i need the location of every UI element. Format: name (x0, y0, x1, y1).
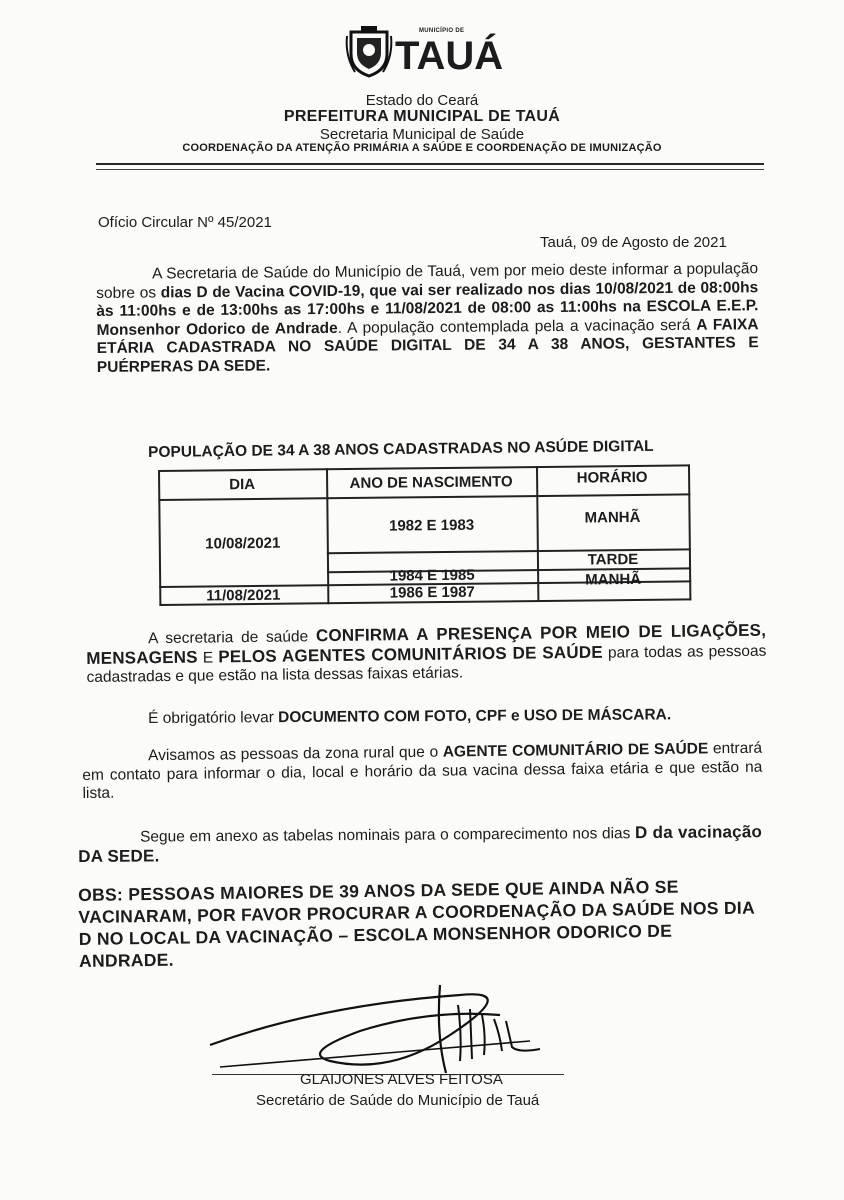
schedule-table (158, 464, 691, 606)
table-cell-horario-1a: MANHÃ (584, 508, 641, 527)
rural-text-1: Avisamos as pessoas da zona rural que o (147, 743, 443, 765)
table-header-horario: HORÁRIO (576, 468, 648, 487)
table-cell-ano-1b: 1984 E 1985 (389, 566, 475, 585)
signer-role: Secretário de Saúde do Município de Tauá (256, 1092, 540, 1109)
required-bold: DOCUMENTO COM FOTO, CPF e USO DE MÁSCARA. (278, 706, 672, 727)
document-date: Tauá, 09 de Agosto de 2021 (540, 234, 727, 251)
coat-of-arms-icon (345, 26, 393, 78)
obs-note: OBS: PESSOAS MAIORES DE 39 ANOS DA SEDE QUE AINDA NÃO SE VACINARAM, POR FAVOR PROCURAR A COORDENAÇÃO DA SAÚDE NOS DIA D NO LOCAL DA VACINAÇÃO – ESCOLA MONSENHOR ODORICO DE ANDRADE. (78, 876, 755, 971)
rural-bold-1: AGENTE COMUNITÁRIO DE SAÚDE (442, 740, 709, 761)
table-cell-dia-1: 10/08/2021 (205, 534, 281, 553)
annex-paragraph (78, 823, 762, 867)
table-cell-horario-2: MANHÃ (585, 570, 642, 589)
intro-text-1: A Secretaria de Saúde do Município de Tauá, vem por meio deste informar a população sobre os (96, 260, 759, 302)
coordenacao-name: COORDENAÇÃO DA ATENÇÃO PRIMÁRIA A SAÚDE E COORDENAÇÃO DE IMUNIZAÇÃO (182, 142, 662, 154)
prefeitura-title: PREFEITURA MUNICIPAL DE TAUÁ (283, 108, 561, 125)
confirm-text-3: para todas as pessoas cadastradas e que estão na lista dessas faixas etárias. (86, 642, 767, 686)
intro-paragraph (96, 260, 759, 377)
annex-text: Segue em anexo as tabelas nominais para o comparecimento nos dias (140, 825, 636, 846)
rural-paragraph (82, 740, 763, 804)
intro-bold-1: dias D de Vacina COVID-19, que vai ser realizado nos dias 10/08/2021 de 08:00hs às 11:00hs e de 13:00hs as 17:00hs e 11/08/2021 de 08:00 as 11:00hs na ESCOLA E.E.P. Monsenhor Odorico de Andrade (96, 278, 759, 339)
header-divider-thin (96, 169, 764, 170)
table-header-dia: DIA (229, 475, 256, 494)
signer-name: GLAIJONES ALVES FEITOSA (300, 1071, 503, 1088)
required-items (148, 706, 671, 728)
confirm-text-1: A secretaria de saúde (148, 628, 317, 648)
table-cell-dia-2: 11/08/2021 (206, 586, 281, 605)
required-text: É obrigatório levar (148, 709, 279, 727)
state-name: Estado do Ceará (365, 92, 479, 109)
document-reference: Ofício Circular Nº 45/2021 (98, 214, 272, 231)
confirm-bold-1: CONFIRMA A PRESENÇA POR MEIO DE LIGAÇÕES, MENSAGENS (86, 620, 767, 668)
annex-bold: D da vacinação DA SEDE. (78, 822, 763, 866)
tauá-logo (345, 26, 515, 82)
header-divider (96, 163, 764, 165)
table-header-ano: ANO DE NASCIMENTO (349, 473, 513, 492)
table-cell-ano-2: 1986 E 1987 (389, 583, 475, 602)
confirm-paragraph (86, 622, 767, 688)
intro-text-2: . A população contemplada pela a vacinação será (337, 316, 697, 337)
municipio-small-label: MUNICÍPIO DE (419, 28, 465, 34)
intro-bold-2: A FAIXA ETÁRIA CADASTRADA NO SAÚDE DIGITAL DE 34 A 38 ANOS, GESTANTES E PUÉRPERAS DA SEDE. (96, 315, 759, 376)
municipio-name-logo: TAUÁ (395, 34, 504, 78)
table-title: POPULAÇÃO DE 34 A 38 ANOS CADASTRADAS NO ASÚDE DIGITAL (148, 437, 654, 461)
table-cell-ano-1a: 1982 E 1983 (388, 516, 475, 535)
table-cell-horario-1b: TARDE (587, 550, 639, 569)
confirm-text-2: E (197, 648, 219, 667)
confirm-bold-2: PELOS AGENTES COMUNITÁRIOS DE SAÚDE (218, 642, 603, 666)
secretaria-name: Secretaria Municipal de Saúde (319, 126, 525, 143)
rural-text-2: entrará em contato para informar o dia, local e horário da sua vacina dessa faixa etária e que estão na lista. (82, 739, 763, 802)
